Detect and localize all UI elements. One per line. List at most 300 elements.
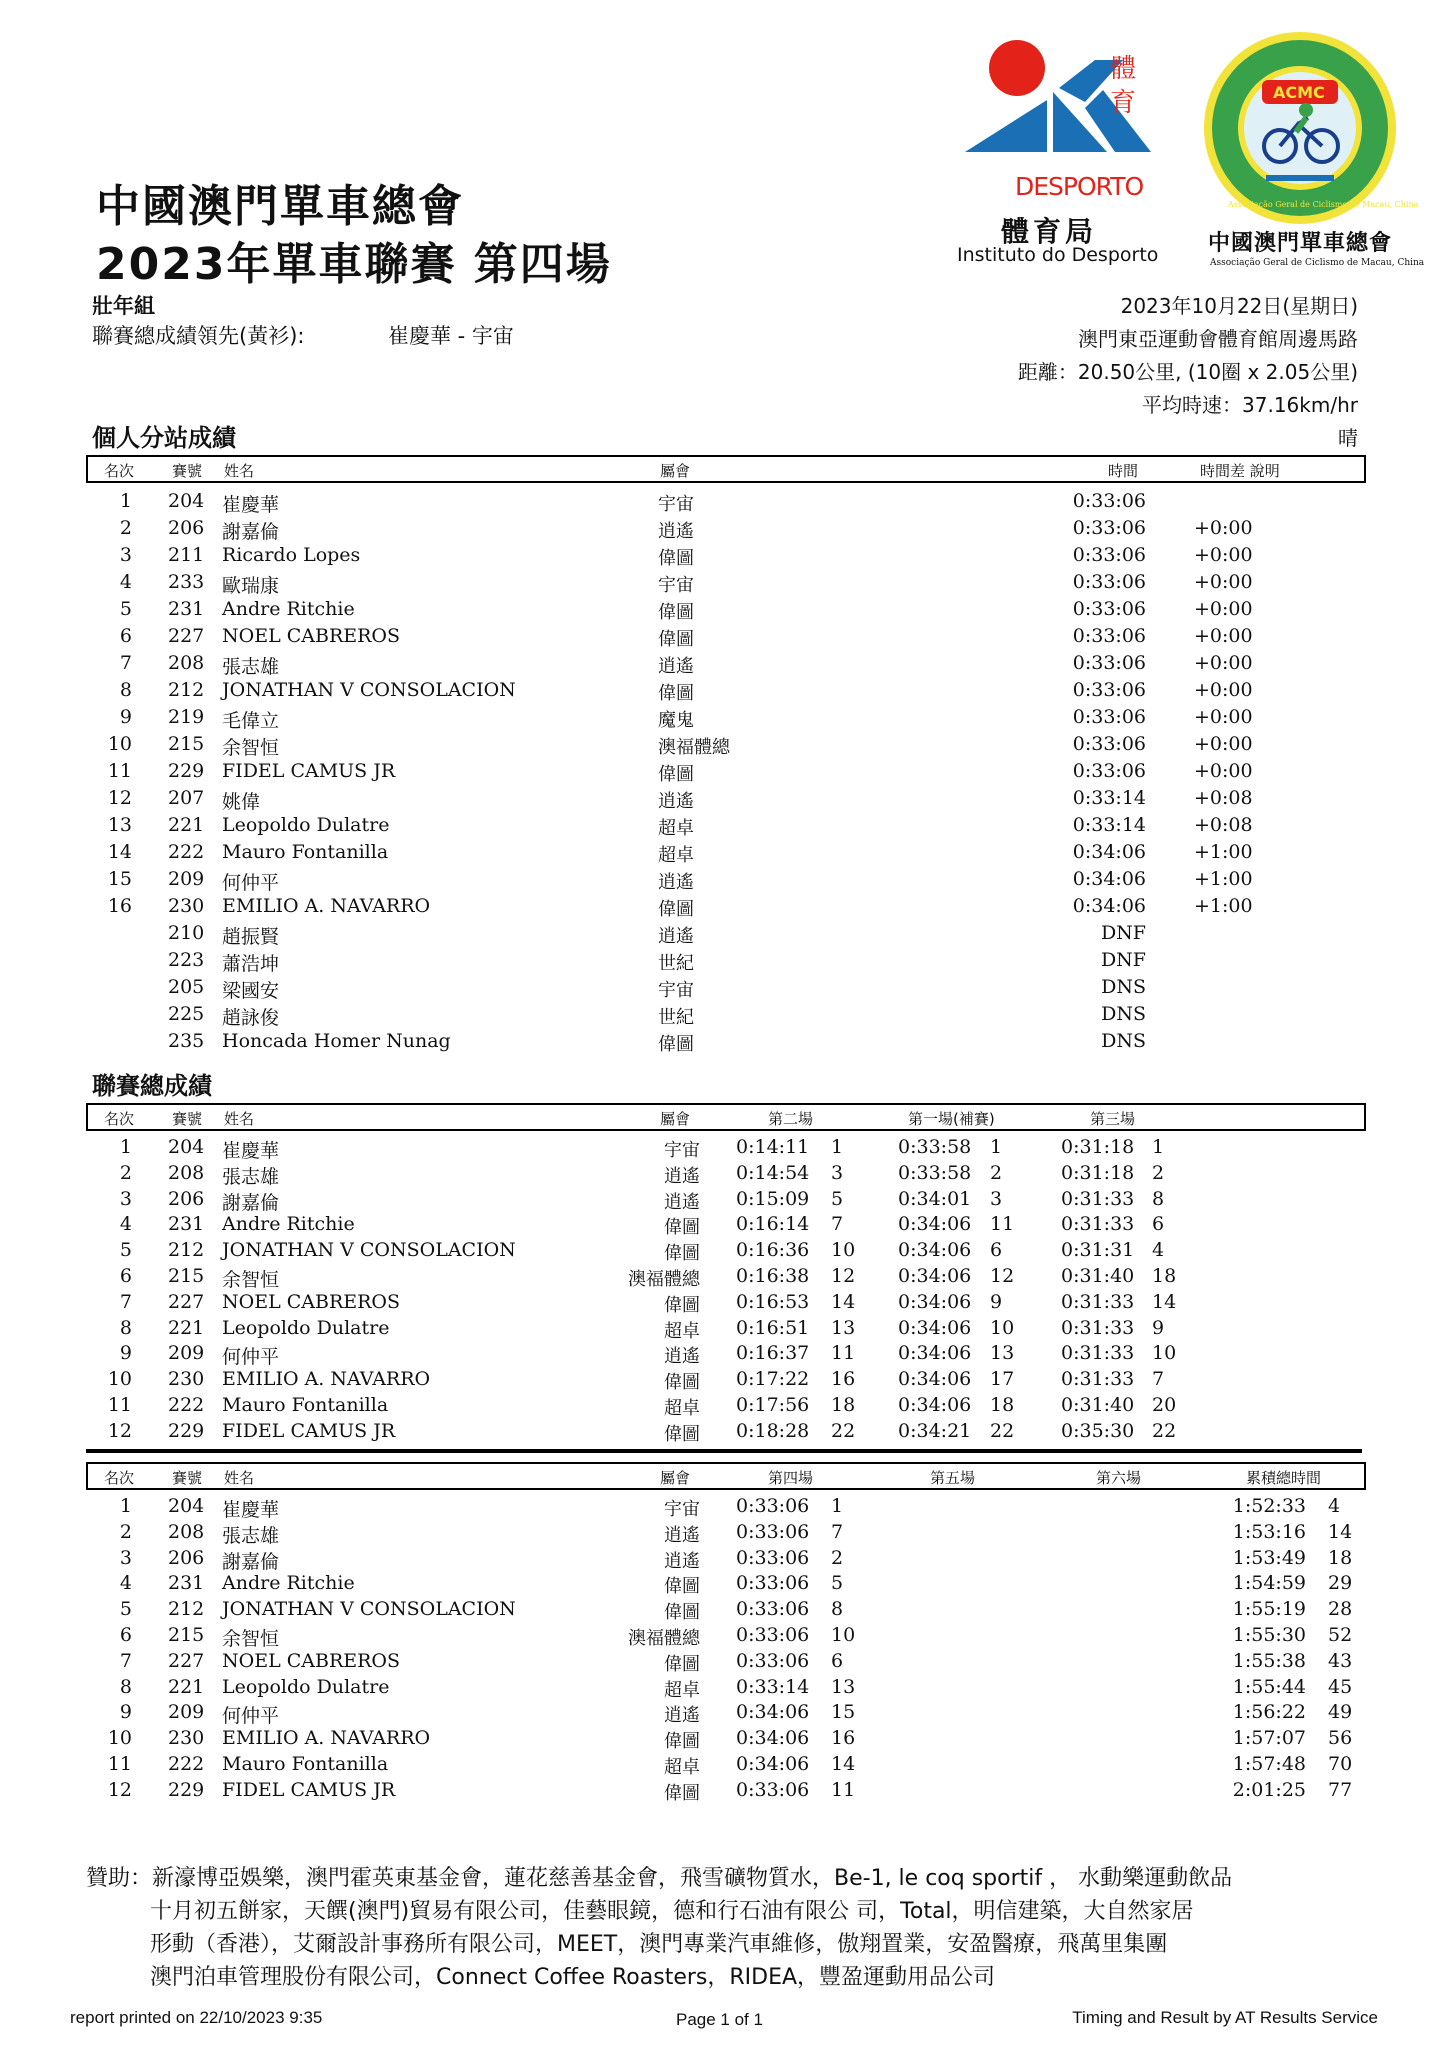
total-time-cell: 1:55:38 — [1232, 1649, 1306, 1672]
team-cell: 偉圖 — [664, 1217, 700, 1239]
total-time-cell: 1:52:33 — [1232, 1495, 1306, 1517]
rank-cell: 5 — [119, 1239, 132, 1262]
leader-label: 聯賽總成績領先(黃衫): — [92, 324, 305, 348]
round2-pos-cell: 1 — [831, 1136, 844, 1158]
round1-pos-cell: 17 — [990, 1368, 1015, 1391]
col-name: 姓名 — [224, 1110, 255, 1128]
round1-time-cell: 0:33:58 — [898, 1161, 972, 1184]
league-row — [86, 1314, 1362, 1340]
team-cell: 逍遙 — [664, 1165, 700, 1187]
round1-time-cell: 0:34:21 — [898, 1419, 972, 1442]
gap-cell: +0:00 — [1194, 625, 1253, 647]
race-distance: 距離：20.50公里, (10圈 x 2.05公里) — [1017, 360, 1358, 384]
rank-cell: 4 — [119, 1572, 132, 1595]
desporto-name-pt: Instituto do Desporto — [957, 244, 1159, 266]
total-points-cell: 14 — [1328, 1520, 1353, 1543]
stage-row — [86, 973, 1362, 1000]
race-weather: 晴 — [1338, 426, 1358, 450]
round2-time-cell: 0:16:36 — [736, 1239, 810, 1262]
round2-time-cell: 0:17:56 — [736, 1393, 810, 1416]
round2-pos-cell: 7 — [831, 1213, 844, 1236]
total-points-cell: 43 — [1328, 1649, 1353, 1672]
desporto-logo — [955, 30, 1185, 265]
name-cell: 趙振賢 — [222, 926, 280, 948]
round2-time-cell: 0:18:28 — [736, 1419, 810, 1442]
col-name: 姓名 — [224, 1469, 255, 1487]
stage-row — [86, 1027, 1362, 1054]
rank-cell: 5 — [119, 1598, 132, 1621]
total-points-cell: 28 — [1328, 1598, 1353, 1621]
col-round4: 第四場 — [768, 1469, 814, 1487]
team-cell: 逍遙 — [664, 1346, 700, 1368]
rank-cell: 7 — [119, 652, 132, 674]
number-cell: 235 — [168, 1030, 205, 1052]
col-time: 時間 — [1108, 462, 1139, 480]
number-cell: 208 — [168, 652, 205, 674]
team-cell: 逍遙 — [658, 791, 694, 812]
total-time-cell: 1:55:19 — [1232, 1598, 1306, 1621]
team-cell: 偉圖 — [664, 1372, 700, 1394]
number-cell: 204 — [168, 490, 205, 512]
number-cell: 215 — [168, 1623, 205, 1646]
total-time-cell: 1:55:44 — [1232, 1675, 1306, 1698]
gap-cell: +1:00 — [1194, 868, 1253, 890]
acmc-badge-text: ACMC — [1273, 83, 1325, 102]
team-cell: 逍遙 — [664, 1524, 700, 1546]
league-row — [86, 1262, 1362, 1291]
round4-time-cell: 0:34:06 — [736, 1727, 810, 1750]
rank-cell: 8 — [119, 1316, 132, 1339]
number-cell: 231 — [168, 1213, 205, 1236]
round4-time-cell: 0:33:06 — [736, 1778, 810, 1801]
name-cell: 姚偉 — [222, 791, 261, 813]
league-table-body-1 — [86, 1133, 1362, 1443]
number-cell: 215 — [168, 1264, 205, 1287]
round1-pos-cell: 6 — [990, 1239, 1003, 1262]
number-cell: 230 — [168, 1727, 205, 1750]
league-row — [86, 1492, 1362, 1521]
round4-time-cell: 0:33:06 — [736, 1572, 810, 1595]
time-cell: 0:33:06 — [1072, 760, 1146, 782]
rank-cell: 9 — [119, 706, 132, 728]
total-points-cell: 18 — [1328, 1546, 1353, 1569]
total-points-cell: 77 — [1328, 1778, 1353, 1801]
name-cell: Ricardo Lopes — [222, 544, 361, 566]
gap-cell: +0:08 — [1194, 814, 1253, 836]
league-row — [86, 1417, 1362, 1443]
round4-pos-cell: 11 — [831, 1778, 856, 1801]
stage-row — [86, 1000, 1362, 1027]
col-round6: 第六場 — [1096, 1469, 1142, 1487]
round3-time-cell: 0:31:31 — [1061, 1239, 1135, 1262]
round1-pos-cell: 1 — [990, 1136, 1003, 1158]
name-cell: FIDEL CAMUS JR — [222, 1778, 396, 1801]
number-cell: 230 — [168, 895, 205, 917]
name-cell: 崔慶華 — [222, 1499, 280, 1521]
round4-pos-cell: 15 — [831, 1701, 856, 1724]
league-row — [86, 1569, 1362, 1598]
rank-cell: 1 — [119, 490, 132, 512]
number-cell: 211 — [168, 544, 205, 566]
league-row — [86, 1391, 1362, 1417]
gap-cell: +0:08 — [1194, 787, 1253, 809]
league-row — [86, 1288, 1362, 1314]
round1-pos-cell: 3 — [990, 1187, 1003, 1210]
name-cell: Leopoldo Dulatre — [222, 814, 390, 836]
number-cell: 229 — [168, 1419, 205, 1442]
round3-pos-cell: 14 — [1152, 1290, 1177, 1313]
name-cell: 毛偉立 — [222, 710, 280, 732]
page-number: Page 1 of 1 — [676, 2010, 763, 2029]
round2-pos-cell: 12 — [831, 1264, 856, 1287]
round3-pos-cell: 1 — [1152, 1136, 1165, 1158]
number-cell: 207 — [168, 787, 205, 809]
gap-cell: +0:00 — [1194, 598, 1253, 620]
rank-cell: 2 — [119, 1520, 132, 1543]
time-cell: 0:33:06 — [1072, 544, 1146, 566]
acmc-logo — [1200, 28, 1425, 278]
team-cell: 偉圖 — [664, 1602, 700, 1624]
team-cell: 超卓 — [658, 818, 694, 839]
total-time-cell: 1:53:16 — [1232, 1520, 1306, 1543]
gap-cell: +0:00 — [1194, 544, 1253, 566]
name-cell: NOEL CABREROS — [222, 625, 401, 647]
league-row — [86, 1210, 1362, 1239]
name-cell: 何仲平 — [222, 1705, 280, 1728]
round3-time-cell: 0:31:33 — [1061, 1187, 1135, 1210]
time-cell: 0:34:06 — [1072, 868, 1146, 890]
number-cell: 212 — [168, 679, 205, 701]
rank-cell: 14 — [107, 841, 132, 863]
round1-pos-cell: 12 — [990, 1264, 1015, 1287]
name-cell: 歐瑞康 — [222, 575, 280, 597]
desporto-brand: DESPORTO — [1015, 172, 1144, 201]
team-cell: 偉圖 — [664, 1782, 700, 1804]
name-cell: Andre Ritchie — [222, 1572, 355, 1595]
round2-pos-cell: 16 — [831, 1368, 856, 1391]
league-row — [86, 1595, 1362, 1624]
number-cell: 212 — [168, 1239, 205, 1262]
name-cell: JONATHAN V CONSOLACION — [222, 1598, 516, 1621]
name-cell: 余智恒 — [222, 1627, 280, 1650]
rank-cell: 9 — [119, 1342, 132, 1365]
sponsors — [86, 1862, 1232, 1994]
name-cell: 張志雄 — [222, 656, 280, 678]
team-cell: 偉圖 — [664, 1243, 700, 1265]
team-cell: 偉圖 — [658, 629, 694, 650]
team-cell: 澳福體總 — [628, 1627, 700, 1649]
round3-time-cell: 0:35:30 — [1061, 1419, 1135, 1442]
round1-pos-cell: 2 — [990, 1161, 1003, 1184]
team-cell: 澳福體總 — [628, 1268, 700, 1290]
team-cell: 超卓 — [658, 845, 694, 866]
total-points-cell: 56 — [1328, 1727, 1353, 1750]
round2-time-cell: 0:16:51 — [736, 1316, 810, 1339]
round2-pos-cell: 14 — [831, 1290, 856, 1313]
time-cell: 0:33:06 — [1072, 598, 1146, 620]
col-team: 屬會 — [660, 1110, 691, 1128]
round3-time-cell: 0:31:33 — [1061, 1290, 1135, 1313]
league-row — [86, 1647, 1362, 1673]
total-points-cell: 4 — [1328, 1495, 1341, 1517]
category-label: 壯年組 — [92, 294, 155, 318]
round3-time-cell: 0:31:18 — [1061, 1136, 1135, 1158]
league-row — [86, 1236, 1362, 1265]
number-cell: 219 — [168, 706, 205, 728]
total-points-cell: 45 — [1328, 1675, 1353, 1698]
total-time-cell: 1:54:59 — [1232, 1572, 1306, 1595]
rank-cell: 2 — [119, 517, 132, 539]
desporto-name-cn: 體育局 — [1001, 215, 1098, 248]
round4-time-cell: 0:33:06 — [736, 1520, 810, 1543]
stage-row — [86, 919, 1362, 946]
rank-cell: 10 — [107, 733, 132, 755]
round4-time-cell: 0:33:06 — [736, 1649, 810, 1672]
col-num: 賽號 — [172, 462, 203, 480]
number-cell: 204 — [168, 1136, 205, 1158]
round1-pos-cell: 10 — [990, 1316, 1015, 1339]
time-cell: 0:33:06 — [1072, 679, 1146, 701]
team-cell: 逍遙 — [664, 1550, 700, 1572]
number-cell: 222 — [168, 1752, 205, 1775]
round1-pos-cell: 9 — [990, 1290, 1003, 1313]
number-cell: 221 — [168, 1316, 205, 1339]
rank-cell: 11 — [107, 760, 132, 782]
team-cell: 宇宙 — [658, 980, 694, 1001]
name-cell: 謝嘉倫 — [222, 521, 280, 543]
team-cell: 偉圖 — [664, 1294, 700, 1316]
sponsors-line-3: 形動（香港），艾爾設計事務所有限公司，MEET，澳門專業汽車維修，傲翔置業，安盈醫療，飛萬里集團 — [150, 1932, 1168, 1957]
name-cell: 余智恒 — [222, 1268, 280, 1291]
round3-pos-cell: 10 — [1152, 1342, 1177, 1365]
number-cell: 225 — [168, 1003, 205, 1025]
round4-pos-cell: 16 — [831, 1727, 856, 1750]
round4-pos-cell: 13 — [831, 1675, 856, 1698]
round2-time-cell: 0:15:09 — [736, 1187, 810, 1210]
team-cell: 偉圖 — [658, 602, 694, 623]
round2-time-cell: 0:14:54 — [736, 1161, 810, 1184]
col-total: 累積總時間 — [1246, 1469, 1322, 1487]
rank-cell: 3 — [119, 544, 132, 566]
team-cell: 偉圖 — [664, 1576, 700, 1598]
rank-cell: 16 — [107, 895, 132, 917]
round2-pos-cell: 3 — [831, 1161, 844, 1184]
number-cell: 205 — [168, 976, 205, 998]
time-cell: DNS — [1101, 1003, 1146, 1025]
round4-time-cell: 0:33:14 — [736, 1675, 810, 1698]
number-cell: 223 — [168, 949, 205, 971]
league-section-title: 聯賽總成績 — [92, 1072, 212, 1100]
round4-time-cell: 0:34:06 — [736, 1752, 810, 1775]
sponsors-line-2: 十月初五餅家，天饌(澳門)貿易有限公司，佳藝眼鏡，德和行石油有限公 司，Total，明信建築，大自然家居 — [150, 1899, 1194, 1924]
stage-table-header — [86, 455, 1366, 483]
col-round2: 第二場 — [768, 1110, 814, 1128]
name-cell: 謝嘉倫 — [222, 1191, 280, 1214]
round3-time-cell: 0:31:40 — [1061, 1264, 1135, 1287]
team-cell: 逍遙 — [664, 1191, 700, 1213]
round1-pos-cell: 18 — [990, 1393, 1015, 1416]
stage-row — [86, 946, 1362, 973]
league-table-header-1 — [86, 1103, 1366, 1131]
stage-row — [86, 676, 1362, 703]
team-cell: 逍遙 — [658, 872, 694, 893]
name-cell: Mauro Fontanilla — [222, 1752, 389, 1775]
number-cell: 215 — [168, 733, 205, 755]
team-cell: 逍遙 — [658, 926, 694, 947]
rank-cell: 4 — [119, 1213, 132, 1236]
name-cell: Mauro Fontanilla — [222, 841, 389, 863]
round3-pos-cell: 4 — [1152, 1239, 1165, 1262]
league-row — [86, 1673, 1362, 1699]
rank-cell: 4 — [119, 571, 132, 593]
gap-cell: +1:00 — [1194, 895, 1253, 917]
rank-cell: 9 — [119, 1701, 132, 1724]
league-row — [86, 1776, 1362, 1802]
team-cell: 逍遙 — [658, 521, 694, 542]
name-cell: FIDEL CAMUS JR — [222, 1419, 396, 1442]
team-cell: 超卓 — [664, 1397, 700, 1419]
round1-time-cell: 0:34:06 — [898, 1393, 972, 1416]
rank-cell: 1 — [119, 1495, 132, 1517]
time-cell: 0:33:14 — [1072, 814, 1146, 836]
name-cell: 趙詠俊 — [222, 1007, 280, 1029]
round1-time-cell: 0:34:06 — [898, 1264, 972, 1287]
number-cell: 231 — [168, 1572, 205, 1595]
team-cell: 宇宙 — [664, 1140, 700, 1161]
name-cell: 謝嘉倫 — [222, 1550, 280, 1573]
acmc-emblem-icon — [1200, 28, 1419, 228]
round1-time-cell: 0:34:06 — [898, 1239, 972, 1262]
league-row — [86, 1750, 1362, 1776]
gap-cell: +0:00 — [1194, 733, 1253, 755]
round4-time-cell: 0:33:06 — [736, 1598, 810, 1621]
number-cell: 229 — [168, 760, 205, 782]
name-cell: 梁國安 — [222, 980, 280, 1002]
round1-time-cell: 0:34:06 — [898, 1316, 972, 1339]
name-cell: Andre Ritchie — [222, 598, 355, 620]
number-cell: 227 — [168, 1649, 205, 1672]
round2-pos-cell: 13 — [831, 1316, 856, 1339]
rank-cell: 6 — [119, 1264, 132, 1287]
team-cell: 超卓 — [664, 1679, 700, 1701]
league-table-header-2 — [86, 1462, 1366, 1490]
team-cell: 偉圖 — [658, 548, 694, 569]
stage-row — [86, 649, 1362, 676]
round3-pos-cell: 22 — [1152, 1419, 1177, 1442]
team-cell: 逍遙 — [658, 656, 694, 677]
col-num: 賽號 — [172, 1469, 203, 1487]
team-cell: 偉圖 — [664, 1423, 700, 1445]
round4-pos-cell: 10 — [831, 1623, 856, 1646]
round3-pos-cell: 18 — [1152, 1264, 1177, 1287]
number-cell: 231 — [168, 598, 205, 620]
rank-cell: 8 — [119, 1675, 132, 1698]
number-cell: 209 — [168, 1342, 205, 1365]
round4-pos-cell: 6 — [831, 1649, 844, 1672]
league-row — [86, 1518, 1362, 1547]
team-cell: 世紀 — [658, 1007, 694, 1028]
table-divider — [86, 1449, 1362, 1453]
time-cell: 0:33:06 — [1072, 652, 1146, 674]
time-cell: 0:34:06 — [1072, 841, 1146, 863]
stage-row — [86, 838, 1362, 865]
number-cell: 209 — [168, 868, 205, 890]
league-row — [86, 1185, 1362, 1214]
name-cell: Andre Ritchie — [222, 1213, 355, 1236]
round1-time-cell: 0:34:06 — [898, 1368, 972, 1391]
round2-time-cell: 0:16:37 — [736, 1342, 810, 1365]
round3-time-cell: 0:31:40 — [1061, 1393, 1135, 1416]
gap-cell: +0:00 — [1194, 652, 1253, 674]
team-cell: 逍遙 — [664, 1705, 700, 1727]
team-cell: 澳福體總 — [658, 737, 730, 758]
round2-time-cell: 0:16:38 — [736, 1264, 810, 1287]
name-cell: Mauro Fontanilla — [222, 1393, 389, 1416]
col-round1: 第一場(補賽) — [908, 1110, 995, 1128]
league-row — [86, 1698, 1362, 1728]
number-cell: 204 — [168, 1495, 205, 1517]
number-cell: 221 — [168, 1675, 205, 1698]
rank-cell: 1 — [119, 1136, 132, 1158]
number-cell: 227 — [168, 625, 205, 647]
total-points-cell: 70 — [1328, 1752, 1353, 1775]
total-time-cell: 1:56:22 — [1232, 1701, 1306, 1724]
gap-cell: +0:00 — [1194, 571, 1253, 593]
team-cell: 偉圖 — [658, 1034, 694, 1055]
gap-cell: +0:00 — [1194, 517, 1253, 539]
stage-row — [86, 892, 1362, 919]
printed-timestamp: report printed on 22/10/2023 9:35 — [70, 2008, 323, 2027]
number-cell: 222 — [168, 841, 205, 863]
name-cell: 何仲平 — [222, 872, 280, 894]
col-team: 屬會 — [660, 1469, 691, 1487]
round1-pos-cell: 11 — [990, 1213, 1015, 1236]
gap-cell: +0:00 — [1194, 679, 1253, 701]
league-row — [86, 1365, 1362, 1394]
total-time-cell: 1:57:48 — [1232, 1752, 1306, 1775]
round1-pos-cell: 22 — [990, 1419, 1015, 1442]
name-cell: JONATHAN V CONSOLACION — [222, 1239, 516, 1262]
time-cell: DNS — [1101, 976, 1146, 998]
col-round3: 第三場 — [1090, 1110, 1136, 1128]
time-cell: 0:33:14 — [1072, 787, 1146, 809]
timing-credit: Timing and Result by AT Results Service — [1072, 2008, 1378, 2027]
team-cell: 宇宙 — [658, 494, 694, 515]
stage-row — [86, 784, 1362, 811]
total-time-cell: 2:01:25 — [1232, 1778, 1306, 1801]
round4-pos-cell: 5 — [831, 1572, 844, 1595]
race-info — [1018, 290, 1358, 455]
col-name: 姓名 — [224, 462, 255, 480]
round4-pos-cell: 14 — [831, 1752, 856, 1775]
sponsors-line-1: 贊助：新濠博亞娛樂，澳門霍英東基金會，蓮花慈善基金會，飛雪礦物質水，Be-1, le coq sportif ， 水動樂運動飲品 — [86, 1866, 1233, 1891]
round4-pos-cell: 8 — [831, 1598, 844, 1621]
number-cell: 229 — [168, 1778, 205, 1801]
round3-pos-cell: 20 — [1152, 1393, 1177, 1416]
time-cell: DNF — [1100, 922, 1146, 944]
round3-pos-cell: 7 — [1152, 1368, 1165, 1391]
acmc-name-pt: Associação Geral de Ciclismo de Macau, China — [1210, 258, 1425, 268]
col-team: 屬會 — [660, 462, 691, 480]
rank-cell: 10 — [107, 1368, 132, 1391]
round1-time-cell: 0:34:06 — [898, 1290, 972, 1313]
gap-cell: +0:00 — [1194, 760, 1253, 782]
team-cell: 偉圖 — [664, 1653, 700, 1675]
rank-cell: 3 — [119, 1546, 132, 1569]
round2-pos-cell: 22 — [831, 1419, 856, 1442]
time-cell: 0:33:06 — [1072, 517, 1146, 539]
time-cell: 0:33:06 — [1072, 733, 1146, 755]
